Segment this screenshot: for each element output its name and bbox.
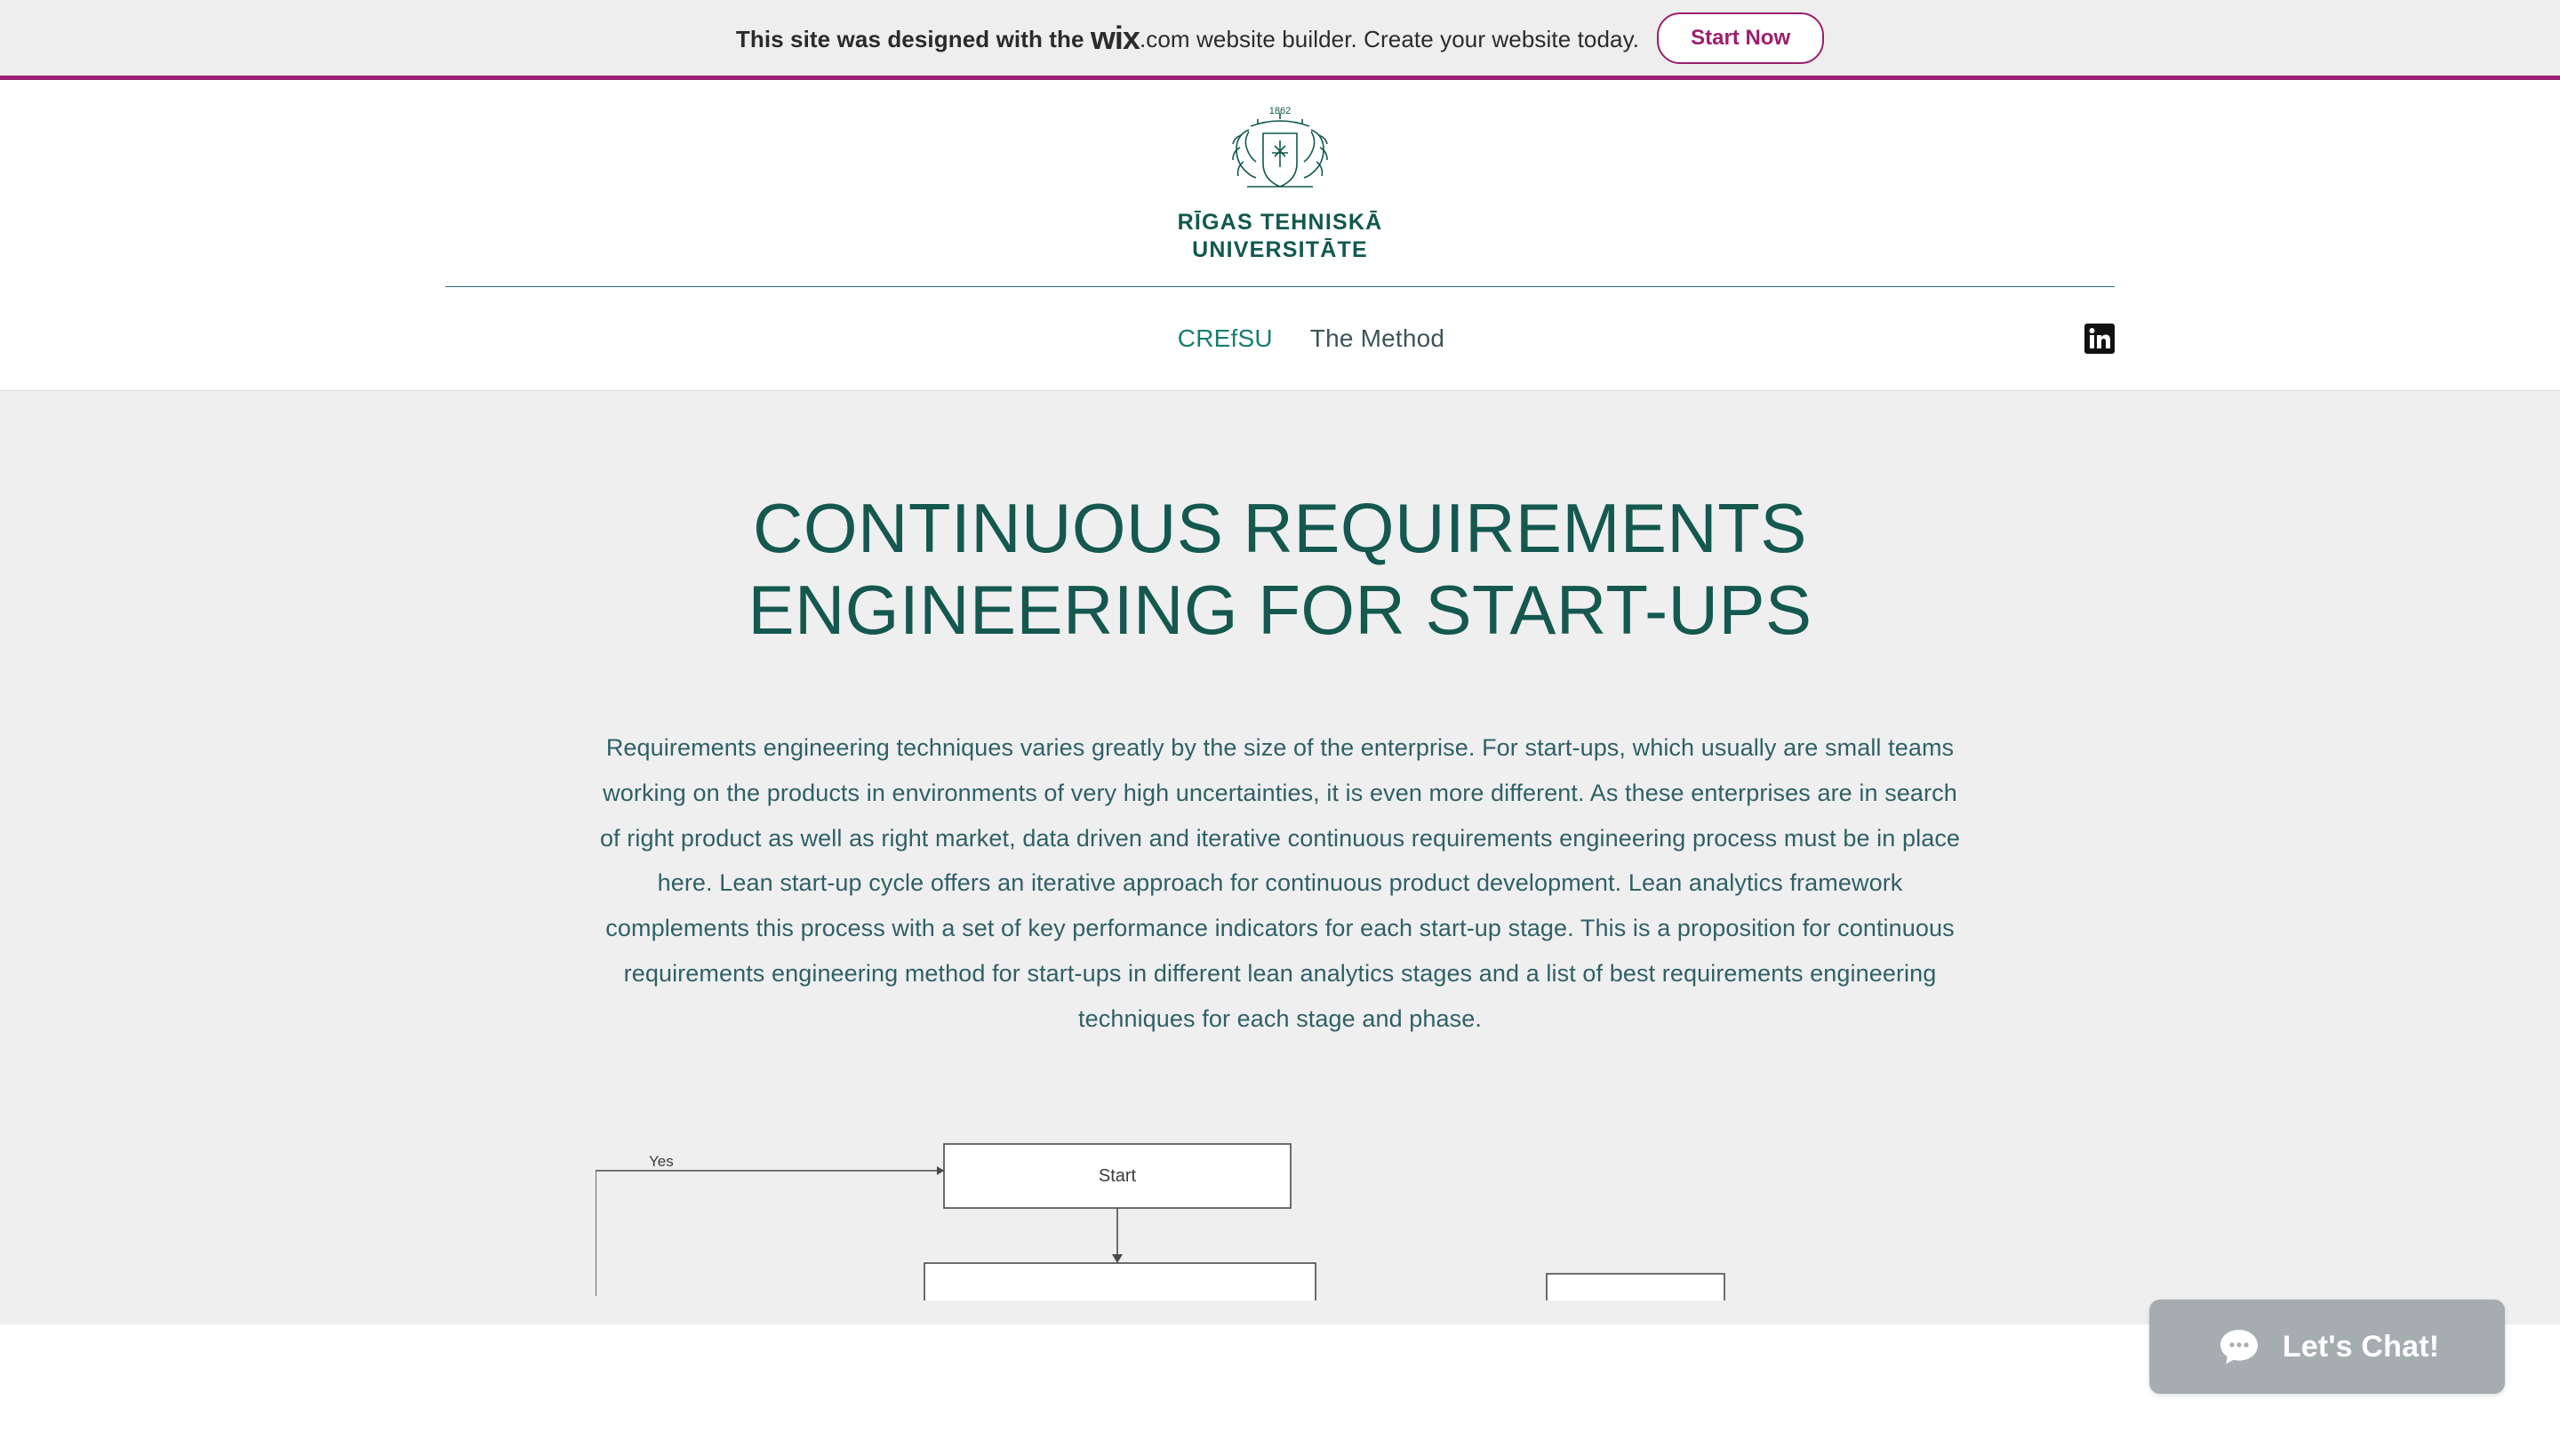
wix-logo: wix — [1090, 19, 1140, 56]
hero-paragraph: Requirements engineering techniques varies greatly by the size of the enterprise. For start-ups, which usually are small teams working on the products in environments of very high uncertainties, it is even more different. As these enterprises are in search of right product as well as right market, data driven and iterative continuous requirements engineering process must be in place here. Lean start-up cycle offers an iterative approach for continuous product development. Lean analytics framework complements this process with a set of key performance indicators for each start-up stage. This is a proposition for continuous requirements engineering method for start-ups in different lean analytics stages and a list of best requirements engineering techniques for each stage and phase. — [599, 734, 1961, 1032]
wix-banner-text-before: This site was designed with the — [735, 25, 1084, 52]
chat-bubble-icon — [2215, 1323, 2263, 1371]
main-navigation — [445, 287, 2115, 390]
university-name-line1: RĪGAS TEHNISKĀ — [1177, 210, 1383, 235]
site-header — [0, 80, 2560, 391]
nav-links — [1116, 324, 1444, 353]
chat-widget-button[interactable] — [2149, 1300, 2505, 1394]
process-diagram-svg — [596, 1123, 1964, 1300]
start-now-button[interactable]: Start Now — [1657, 12, 1824, 64]
svg-text:1862: 1862 — [1268, 106, 1292, 116]
page-title: CONTINUOUS REQUIREMENTS ENGINEERING FOR START-UPS — [748, 489, 1812, 650]
rtu-crest-icon — [1196, 103, 1364, 205]
hero-section — [0, 391, 2560, 1324]
wix-promo-banner — [0, 0, 2560, 80]
nav-item-crefsu[interactable]: CREfSU — [1177, 324, 1273, 352]
wix-banner-text — [736, 20, 1639, 57]
nav-item-the-method[interactable]: The Method — [1309, 324, 1445, 352]
university-name-line2: UNIVERSITĀTE — [1192, 236, 1368, 262]
process-diagram — [596, 1123, 1964, 1300]
university-logo[interactable] — [0, 103, 2560, 263]
university-name — [1178, 209, 1383, 263]
chat-widget-label: Let's Chat! — [2282, 1329, 2440, 1364]
linkedin-icon[interactable] — [2084, 324, 2115, 354]
wix-banner-text-after: .com website builder. Create your website today. — [1139, 25, 1640, 52]
diagram-yes-label: Yes — [649, 1153, 674, 1171]
diagram-start-label: Start — [1098, 1166, 1137, 1187]
